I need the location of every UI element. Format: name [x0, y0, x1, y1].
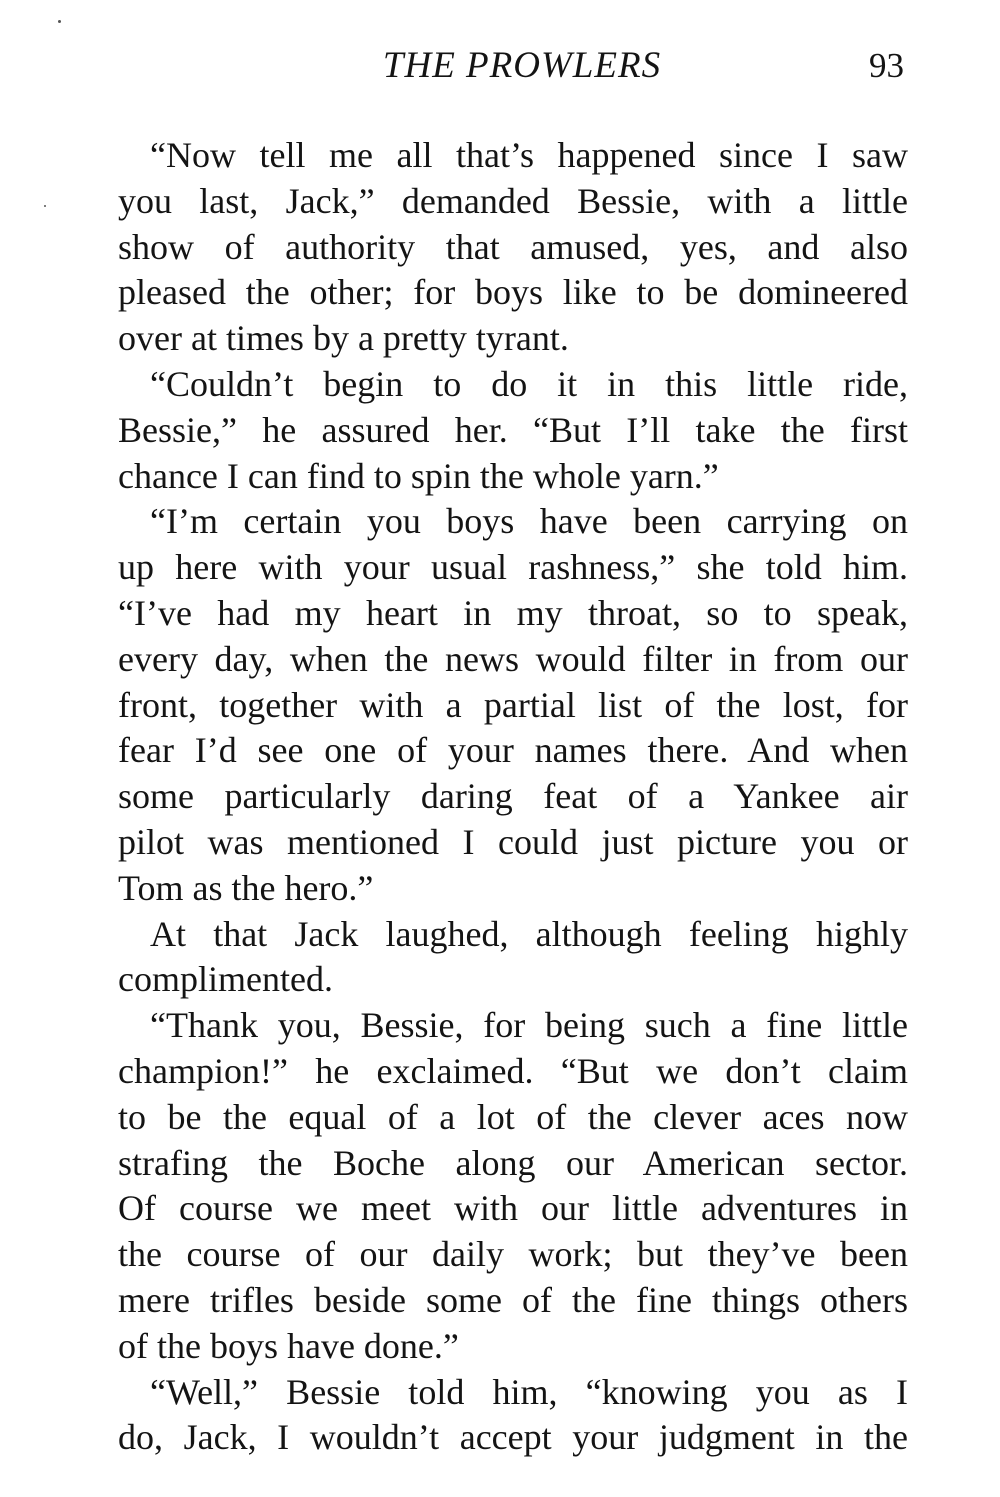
text-line: Tom as the hero.” [118, 867, 374, 908]
text-line: front, together with a partial list of the lost, for [118, 684, 908, 725]
text-line: pleased the other; for boys like to be domineered [118, 272, 908, 313]
text-line: Bessie,” he assured her. “But I’ll take the first [118, 409, 908, 450]
text-line: “I’m certain you boys have been carrying on [150, 501, 908, 542]
text-line: you last, Jack,” demanded Bessie, with a little [118, 180, 908, 221]
text-line: the course of our daily work; but they’ve been [118, 1234, 908, 1275]
text-line: At that Jack laughed, although feeling highly [150, 913, 908, 954]
text-line: show of authority that amused, yes, and also [118, 226, 908, 267]
text-line: pilot was mentioned I could just picture you or [118, 821, 908, 862]
text-line: strafing the Boche along our American sector. [118, 1142, 908, 1183]
text-line: some particularly daring feat of a Yankee air [118, 776, 908, 817]
text-line: mere trifles beside some of the fine things others [118, 1279, 908, 1320]
text-line: fear I’d see one of your names there. And when [118, 730, 908, 771]
text-line: complimented. [118, 959, 333, 1000]
page-header [118, 36, 908, 96]
text-line: “Well,” Bessie told him, “knowing you as I [150, 1371, 908, 1412]
text-line: chance I can find to spin the whole yarn.” [118, 455, 719, 496]
text-line: over at times by a pretty tyrant. [118, 318, 569, 359]
running-title: THE PROWLERS [382, 45, 662, 86]
text-line: to be the equal of a lot of the clever aces now [118, 1096, 908, 1137]
text-line: do, Jack, I wouldn’t accept your judgment in the [118, 1417, 908, 1458]
text-line: of the boys have done.” [118, 1325, 459, 1366]
paper-speck [58, 20, 61, 23]
page-number: 93 [869, 46, 904, 85]
text-line: “Couldn’t begin to do it in this little ride, [150, 363, 908, 404]
paper-speck [44, 205, 46, 207]
text-line: “I’ve had my heart in my throat, so to speak, [118, 592, 908, 633]
text-line: every day, when the news would filter in from our [118, 638, 908, 679]
body-text [118, 133, 908, 1461]
text-line: Of course we meet with our little adventures in [118, 1188, 908, 1229]
text-line: up here with your usual rashness,” she told him. [118, 547, 908, 588]
text-line: champion!” he exclaimed. “But we don’t claim [118, 1050, 908, 1091]
text-line: “Now tell me all that’s happened since I saw [150, 135, 908, 175]
text-line: “Thank you, Bessie, for being such a fine little [150, 1005, 908, 1046]
